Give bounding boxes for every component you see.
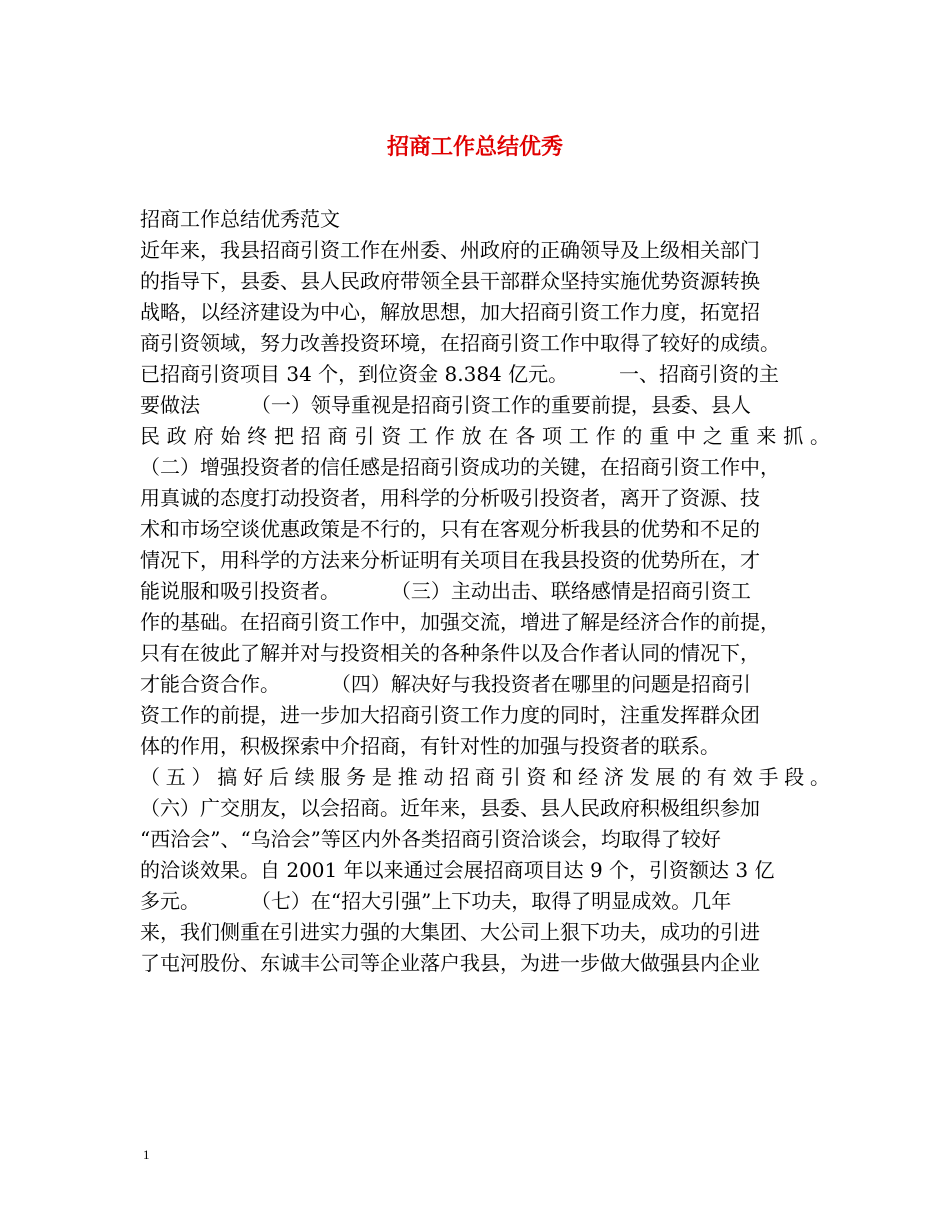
page-number: 1 bbox=[143, 1147, 150, 1162]
text-line: 只有在彼此了解并对与投资相关的各种条件以及合作者认同的情况下， bbox=[140, 641, 760, 665]
text-line: （五）搞好后续服务是推动招商引资和经济发展的有效手段。 bbox=[140, 765, 830, 789]
text-line: 招商工作总结优秀范文 bbox=[140, 207, 340, 231]
text-line: 体的作用，积极探索中介招商，有针对性的加强与投资者的联系。 bbox=[140, 734, 720, 758]
text-line: 近年来，我县招商引资工作在州委、州政府的正确领导及上级相关部门 bbox=[140, 238, 760, 262]
text-line: （二）增强投资者的信任感是招商引资成功的关键，在招商引资工作中， bbox=[140, 455, 780, 479]
body-text bbox=[140, 204, 830, 979]
text-line: 能说服和吸引投资者。 （三）主动出击、联络感情是招商引资工 bbox=[140, 579, 751, 603]
text-line: 商引资领域，努力改善投资环境，在招商引资工作中取得了较好的成绩。 bbox=[140, 331, 780, 355]
text-line: 多元。 （七）在“招大引强”上下功夫，取得了明显成效。几年 bbox=[140, 889, 732, 913]
text-line: 了屯河股份、东诚丰公司等企业落户我县，为进一步做大做强县内企业 bbox=[140, 951, 760, 975]
text-line: 用真诚的态度打动投资者，用科学的分析吸引投资者，离开了资源、技 bbox=[140, 486, 760, 510]
text-line: 资工作的前提，进一步加大招商引资工作力度的同时，注重发挥群众团 bbox=[140, 703, 760, 727]
text-line: 来，我们侧重在引进实力强的大集团、大公司上狠下功夫，成功的引进 bbox=[140, 920, 760, 944]
text-line: 要做法 （一）领导重视是招商引资工作的重要前提，县委、县人 bbox=[140, 393, 751, 417]
text-line: 已招商引资项目 34 个，到位资金 8.384 亿元。 一、招商引资的主 bbox=[140, 362, 779, 386]
text-line: 战略，以经济建设为中心，解放思想，加大招商引资工作力度，拓宽招 bbox=[140, 300, 760, 324]
text-line: 才能合资合作。 （四）解决好与我投资者在哪里的问题是招商引 bbox=[140, 672, 751, 696]
text-line: “西洽会”、“乌洽会”等区内外各类招商引资洽谈会，均取得了较好 bbox=[140, 827, 721, 851]
text-line: 术和市场空谈优惠政策是不行的，只有在客观分析我县的优势和不足的 bbox=[140, 517, 760, 541]
text-line: 的洽谈效果。自 2001 年以来通过会展招商项目达 9 个，引资额达 3 亿 bbox=[140, 858, 775, 882]
text-line: 作的基础。在招商引资工作中，加强交流，增进了解是经济合作的前提， bbox=[140, 610, 780, 634]
text-line: 的指导下，县委、县人民政府带领全县干部群众坚持实施优势资源转换 bbox=[140, 269, 760, 293]
text-line: （六）广交朋友，以会招商。近年来，县委、县人民政府积极组织参加 bbox=[140, 796, 760, 820]
text-line: 情况下，用科学的方法来分析证明有关项目在我县投资的优势所在，才 bbox=[140, 548, 760, 572]
page-title: 招商工作总结优秀 bbox=[386, 134, 563, 160]
text-line: 民政府始终把招商引资工作放在各项工作的重中之重来抓。 bbox=[140, 424, 830, 448]
